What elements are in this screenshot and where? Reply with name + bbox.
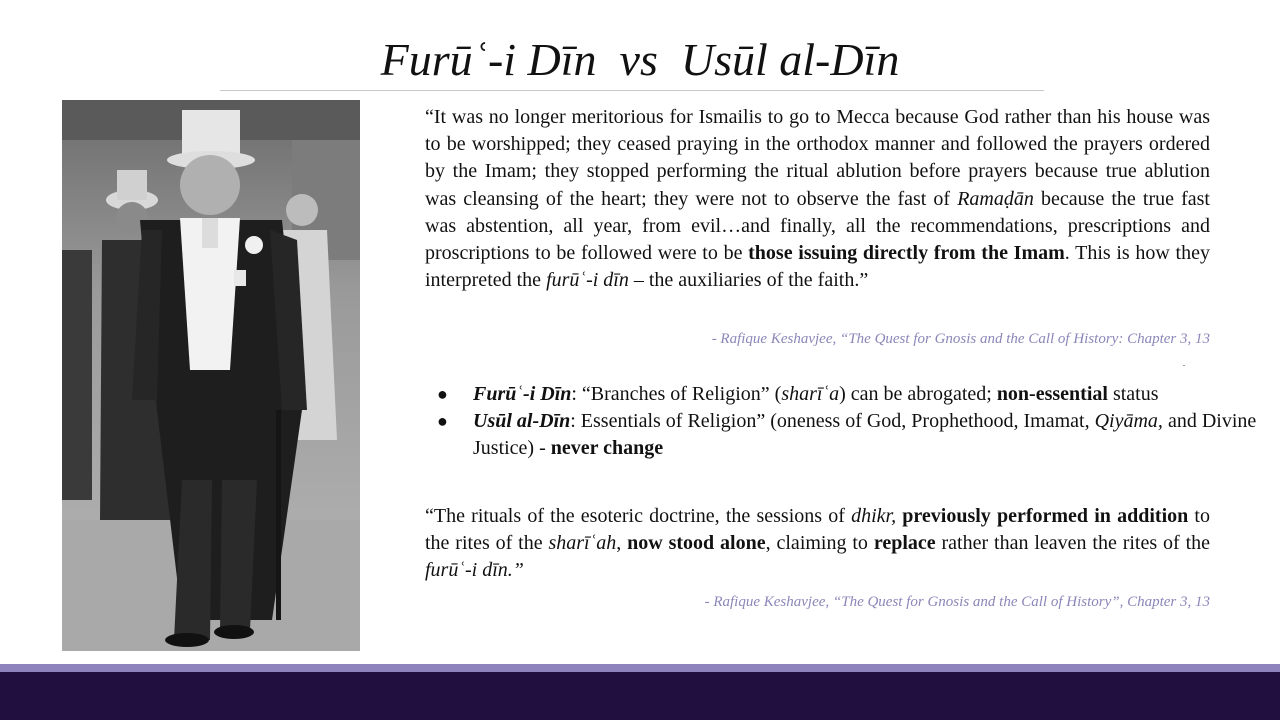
quote2-emphasis-2: now stood alone [627,532,766,555]
quote2-text-6: rather than leaven the rites of the [935,532,1211,555]
quote1-text-4: – the auxiliaries of the faith.” [628,269,869,292]
quote-block-1 [425,104,1210,294]
quote1-text-2: because the true fast was abstention, all year, from evil…and finally, all the recommendations, prescriptions and proscriptions to be followed were to be [425,187,1210,265]
bullet2-qiyama: Qiyāma, [1094,410,1163,432]
bullet-item-usul [437,408,1267,462]
footer-accent-bar [0,664,1280,672]
quote2-citation: - Rafique Keshavjee, “The Quest for Gnosis and the Call of History”, Chapter 3, 13 [704,594,1210,610]
quote1-emphasis: those issuing directly from the Imam [748,242,1065,265]
bullet1-emphasis: non-essential [996,383,1108,405]
quote2-text-3: to the rites of the [425,505,1210,555]
bullet2-text-2: and Divine Justice) - [473,410,1257,459]
quote2-dhikr: dhikr, [851,505,897,527]
bullet-dot-icon: ● [437,411,448,431]
bullet1-text-2: ) can be abrogated; [839,383,997,405]
quote2-emphasis-1: previously performed in addition [902,505,1189,527]
title-underline [220,90,1044,91]
bullet-list [437,381,1267,462]
quote1-ramadan: Ramaḍān [957,187,1034,210]
bullet1-sharia: sharīʿa [781,383,840,405]
quote1-citation: - Rafique Keshavjee, “The Quest for Gnosis and the Call of History: Chapter 3, 13 [711,331,1210,347]
bullet2-emphasis: never change [550,437,664,459]
quote1-furu: furūʿ-i dīn [546,269,629,292]
slide-title: Furūʿ-i Dīn vs Usūl al-Dīn [380,34,900,85]
historical-photo [62,100,360,651]
bullet-dot-icon: ● [437,384,448,404]
quote2-shariah: sharīʿah [548,532,617,555]
quote2-text-1: “The rituals of the esoteric doctrine, the sessions of [425,505,852,527]
quote1-text-3: . This is how they interpreted the [425,242,1210,292]
quote2-emphasis-3: replace [873,532,936,555]
quote2-text-5: , claiming to [765,532,874,555]
photograph-icon [62,100,360,651]
quote-block-2 [425,503,1210,585]
bullet1-text-3: status [1107,383,1159,405]
footer-bar [0,672,1280,720]
quote1-text-1: “It was no longer meritorious for Ismailis to go to Mecca because God rather than his house was to be worshipped; they ceased praying in the orthodox manner and followed the prayers ordered by the Imam; they stopped performing the ritual ablution before prayers because true ablution was cleansing of the heart; they were not to observe the fast of [425,106,1210,210]
bullet2-term: Usūl al-Dīn [473,410,571,432]
bullet2-text-1: : Essentials of Religion” (oneness of God, Prophethood, Imamat, [570,410,1095,432]
quote2-text-4: , [616,532,628,555]
bullet-item-furu [437,381,1267,408]
bullet1-term: Furūʿ-i Dīn [473,383,572,405]
bullet1-text-1: : “Branches of Religion” ( [571,383,782,405]
quote2-furu: furūʿ-i dīn.” [425,559,524,582]
stray-mark [1183,365,1185,366]
